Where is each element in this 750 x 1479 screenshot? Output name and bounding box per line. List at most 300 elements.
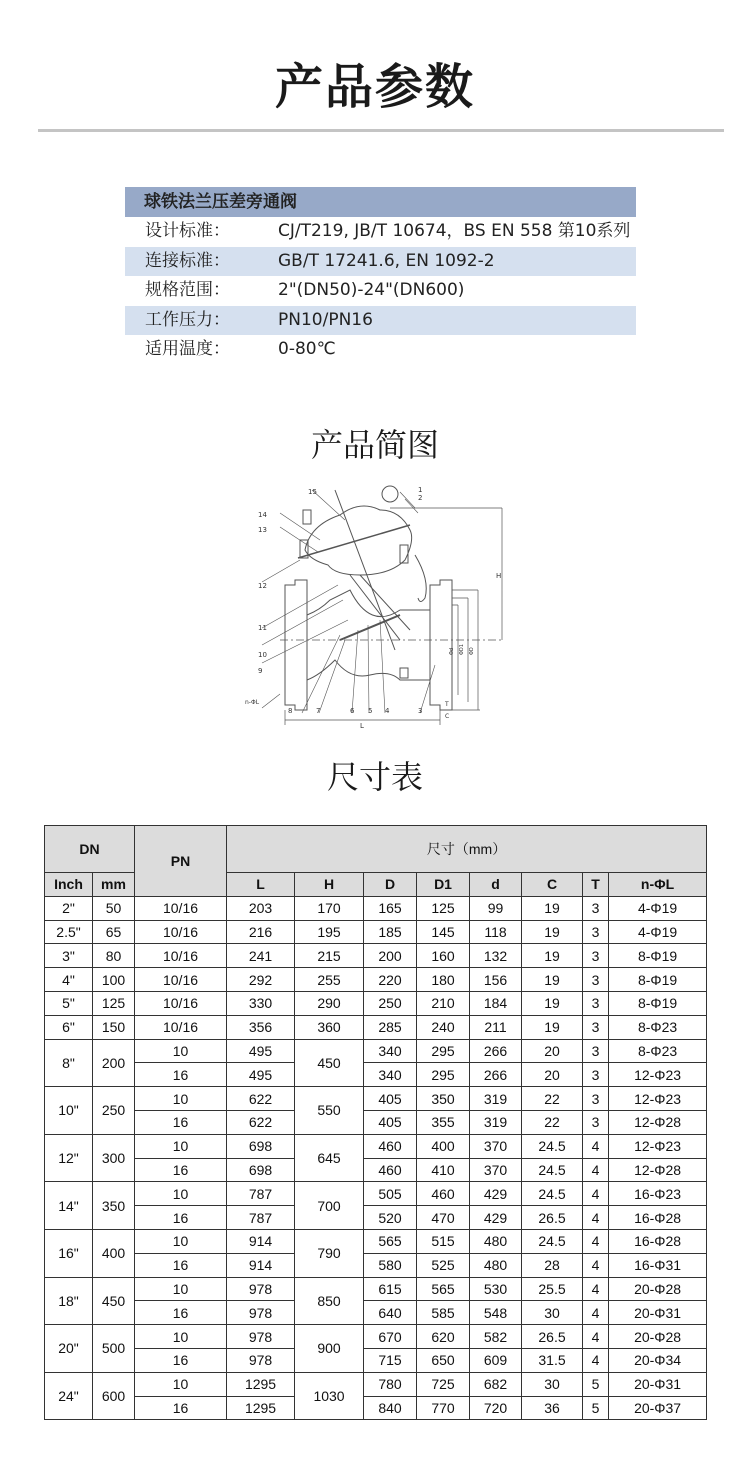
table-cell: 840 bbox=[364, 1396, 417, 1420]
table-cell: 520 bbox=[364, 1206, 417, 1230]
table-cell: 8-Φ23 bbox=[609, 1039, 707, 1063]
part-label: 6 bbox=[350, 707, 355, 715]
table-cell: 582 bbox=[470, 1325, 522, 1349]
table-row bbox=[45, 1039, 707, 1063]
table-cell: 400 bbox=[417, 1134, 470, 1158]
table-cell: 241 bbox=[227, 944, 295, 968]
table-cell: 3 bbox=[583, 1063, 609, 1087]
part-label: 5 bbox=[368, 707, 373, 715]
table-cell: 698 bbox=[227, 1158, 295, 1182]
table-cell: 319 bbox=[470, 1110, 522, 1134]
table-cell: 4 bbox=[583, 1182, 609, 1206]
table-row bbox=[45, 1087, 707, 1111]
table-cell: 16-Φ31 bbox=[609, 1253, 707, 1277]
table-cell: 24.5 bbox=[522, 1182, 583, 1206]
spec-block bbox=[125, 187, 636, 365]
spec-key: 工作压力： bbox=[145, 309, 230, 330]
table-cell: 20" bbox=[45, 1325, 93, 1373]
table-cell: 5 bbox=[583, 1396, 609, 1420]
table-cell: 132 bbox=[470, 944, 522, 968]
table-cell: 80 bbox=[93, 944, 135, 968]
column-header: T bbox=[583, 873, 609, 897]
table-cell: 340 bbox=[364, 1063, 417, 1087]
table-cell: 12-Φ28 bbox=[609, 1110, 707, 1134]
table-cell: 3 bbox=[583, 1039, 609, 1063]
table-cell: 255 bbox=[295, 968, 364, 992]
table-cell: 10/16 bbox=[135, 968, 227, 992]
table-cell: 622 bbox=[227, 1087, 295, 1111]
spec-row bbox=[125, 306, 636, 336]
spec-value: CJ/T219, JB/T 10674，BS EN 558 第10系列 bbox=[278, 221, 631, 241]
table-cell: 16 bbox=[135, 1110, 227, 1134]
table-cell: 266 bbox=[470, 1039, 522, 1063]
table-cell: 16 bbox=[135, 1063, 227, 1087]
diagram-title: 产品简图 bbox=[310, 426, 439, 464]
table-cell: 4 bbox=[583, 1158, 609, 1182]
table-cell: 4 bbox=[583, 1134, 609, 1158]
table-cell: 4-Φ19 bbox=[609, 920, 707, 944]
table-row bbox=[45, 1110, 707, 1134]
table-cell: 978 bbox=[227, 1301, 295, 1325]
table-cell: 450 bbox=[295, 1039, 364, 1087]
table-cell: 429 bbox=[470, 1206, 522, 1230]
table-cell: 505 bbox=[364, 1182, 417, 1206]
table-cell: 266 bbox=[470, 1063, 522, 1087]
table-cell: 165 bbox=[364, 896, 417, 920]
table-cell: 156 bbox=[470, 968, 522, 992]
table-cell: 300 bbox=[93, 1134, 135, 1182]
table-cell: 550 bbox=[295, 1087, 364, 1135]
table-cell: 220 bbox=[364, 968, 417, 992]
table-cell: 3 bbox=[583, 1015, 609, 1039]
table-cell: 525 bbox=[417, 1253, 470, 1277]
table-cell: 215 bbox=[295, 944, 364, 968]
table-cell: 429 bbox=[470, 1182, 522, 1206]
table-cell: 36 bbox=[522, 1396, 583, 1420]
table-cell: 24.5 bbox=[522, 1229, 583, 1253]
part-label: 3 bbox=[418, 707, 423, 715]
table-cell: 650 bbox=[417, 1348, 470, 1372]
table-row bbox=[45, 896, 707, 920]
table-cell: 125 bbox=[93, 991, 135, 1015]
table-cell: 19 bbox=[522, 991, 583, 1015]
table-cell: 580 bbox=[364, 1253, 417, 1277]
table-cell: 185 bbox=[364, 920, 417, 944]
table-cell: 295 bbox=[417, 1063, 470, 1087]
table-cell: 405 bbox=[364, 1087, 417, 1111]
table-row bbox=[45, 920, 707, 944]
table-cell: 780 bbox=[364, 1372, 417, 1396]
table-cell: 14" bbox=[45, 1182, 93, 1230]
table-cell: 565 bbox=[364, 1229, 417, 1253]
table-row bbox=[45, 1206, 707, 1230]
bolt-label: n-ΦL bbox=[245, 699, 260, 706]
table-cell: 19 bbox=[522, 896, 583, 920]
table-cell: 10/16 bbox=[135, 896, 227, 920]
table-cell: 1030 bbox=[295, 1372, 364, 1420]
spec-row bbox=[125, 247, 636, 277]
spec-key: 设计标准： bbox=[145, 221, 230, 241]
table-cell: 16 bbox=[135, 1348, 227, 1372]
table-cell: 195 bbox=[295, 920, 364, 944]
table-cell: 698 bbox=[227, 1134, 295, 1158]
table-cell: 355 bbox=[417, 1110, 470, 1134]
table-cell: 150 bbox=[93, 1015, 135, 1039]
table-row bbox=[45, 991, 707, 1015]
table-cell: 978 bbox=[227, 1325, 295, 1349]
part-label: 11 bbox=[258, 624, 267, 632]
table-cell: 5 bbox=[583, 1372, 609, 1396]
part-label: 1 bbox=[418, 486, 423, 494]
table-cell: 16 bbox=[135, 1253, 227, 1277]
table-cell: 4 bbox=[583, 1253, 609, 1277]
table-row bbox=[45, 1301, 707, 1325]
table-cell: 3" bbox=[45, 944, 93, 968]
table-cell: 30 bbox=[522, 1301, 583, 1325]
part-label: 8 bbox=[288, 707, 293, 715]
table-cell: 1295 bbox=[227, 1396, 295, 1420]
table-cell: 3 bbox=[583, 896, 609, 920]
part-label: 10 bbox=[258, 651, 267, 659]
part-label: 4 bbox=[385, 707, 390, 715]
table-cell: 25.5 bbox=[522, 1277, 583, 1301]
table-cell: 4" bbox=[45, 968, 93, 992]
table-cell: 12" bbox=[45, 1134, 93, 1182]
table-cell: 3 bbox=[583, 991, 609, 1015]
table-cell: 6" bbox=[45, 1015, 93, 1039]
table-row bbox=[45, 1158, 707, 1182]
spec-value: PN10/PN16 bbox=[278, 309, 373, 330]
table-cell: 3 bbox=[583, 944, 609, 968]
spec-value: 2"(DN50)-24"(DN600) bbox=[278, 280, 465, 300]
table-cell: 16-Φ28 bbox=[609, 1206, 707, 1230]
table-cell: 4 bbox=[583, 1325, 609, 1349]
table-cell: 460 bbox=[364, 1134, 417, 1158]
table-cell: 216 bbox=[227, 920, 295, 944]
part-label: 14 bbox=[258, 511, 267, 519]
table-cell: 10/16 bbox=[135, 920, 227, 944]
left-flange bbox=[285, 580, 307, 710]
table-cell: 360 bbox=[295, 1015, 364, 1039]
table-cell: 20 bbox=[522, 1039, 583, 1063]
header-dimensions: 尺寸（mm） bbox=[227, 826, 707, 873]
table-cell: 4-Φ19 bbox=[609, 896, 707, 920]
table-row bbox=[45, 1063, 707, 1087]
spec-value: 0-80℃ bbox=[278, 339, 336, 359]
table-cell: 370 bbox=[470, 1134, 522, 1158]
table-cell: 1295 bbox=[227, 1372, 295, 1396]
dimension-table bbox=[44, 825, 707, 1420]
table-cell: 609 bbox=[470, 1348, 522, 1372]
table-cell: 16 bbox=[135, 1396, 227, 1420]
table-cell: 250 bbox=[93, 1087, 135, 1135]
table-cell: 240 bbox=[417, 1015, 470, 1039]
table-cell: 20-Φ34 bbox=[609, 1348, 707, 1372]
dim-label-d: Φd bbox=[449, 647, 455, 655]
table-cell: 725 bbox=[417, 1372, 470, 1396]
divider bbox=[38, 129, 724, 132]
table-cell: 22 bbox=[522, 1087, 583, 1111]
part-label: 15 bbox=[308, 488, 317, 496]
table-cell: 16-Φ28 bbox=[609, 1229, 707, 1253]
table-cell: 978 bbox=[227, 1348, 295, 1372]
column-header: C bbox=[522, 873, 583, 897]
table-cell: 914 bbox=[227, 1253, 295, 1277]
column-header: n-ΦL bbox=[609, 873, 707, 897]
table-cell: 495 bbox=[227, 1063, 295, 1087]
spec-key: 连接标准： bbox=[145, 250, 230, 271]
table-cell: 10 bbox=[135, 1039, 227, 1063]
table-cell: 4 bbox=[583, 1206, 609, 1230]
table-row bbox=[45, 1372, 707, 1396]
table-row bbox=[45, 944, 707, 968]
table-cell: 16" bbox=[45, 1229, 93, 1277]
table-cell: 8" bbox=[45, 1039, 93, 1087]
column-header: Inch bbox=[45, 873, 93, 897]
table-cell: 16 bbox=[135, 1158, 227, 1182]
table-cell: 787 bbox=[227, 1182, 295, 1206]
column-header: D1 bbox=[417, 873, 470, 897]
table-cell: 210 bbox=[417, 991, 470, 1015]
table-cell: 900 bbox=[295, 1325, 364, 1373]
table-cell: 203 bbox=[227, 896, 295, 920]
table-cell: 100 bbox=[93, 968, 135, 992]
column-header: L bbox=[227, 873, 295, 897]
part-label: 12 bbox=[258, 582, 267, 590]
table-cell: 615 bbox=[364, 1277, 417, 1301]
table-cell: 356 bbox=[227, 1015, 295, 1039]
table-cell: 31.5 bbox=[522, 1348, 583, 1372]
table-cell: 4 bbox=[583, 1301, 609, 1325]
table-cell: 10 bbox=[135, 1325, 227, 1349]
table-cell: 22 bbox=[522, 1110, 583, 1134]
table-cell: 8-Φ23 bbox=[609, 1015, 707, 1039]
table-cell: 285 bbox=[364, 1015, 417, 1039]
column-header: d bbox=[470, 873, 522, 897]
table-cell: 405 bbox=[364, 1110, 417, 1134]
table-cell: 292 bbox=[227, 968, 295, 992]
table-cell: 460 bbox=[417, 1182, 470, 1206]
dim-label-D1: ΦD1 bbox=[459, 644, 465, 655]
spec-key: 适用温度： bbox=[145, 339, 230, 359]
table-row bbox=[45, 1134, 707, 1158]
table-cell: 585 bbox=[417, 1301, 470, 1325]
table-cell: 495 bbox=[227, 1039, 295, 1063]
table-title: 尺寸表 bbox=[326, 758, 423, 796]
part-label: 13 bbox=[258, 526, 267, 534]
gauge-icon bbox=[382, 486, 398, 502]
product-name: 球铁法兰压差旁通阀 bbox=[125, 187, 636, 217]
spec-row bbox=[125, 335, 636, 365]
table-cell: 914 bbox=[227, 1229, 295, 1253]
table-row bbox=[45, 1229, 707, 1253]
dim-label-L: L bbox=[360, 722, 364, 730]
table-cell: 5" bbox=[45, 991, 93, 1015]
table-row bbox=[45, 1277, 707, 1301]
table-cell: 850 bbox=[295, 1277, 364, 1325]
table-cell: 180 bbox=[417, 968, 470, 992]
table-cell: 290 bbox=[295, 991, 364, 1015]
part-label: 2 bbox=[418, 494, 423, 502]
table-cell: 125 bbox=[417, 896, 470, 920]
table-cell: 16 bbox=[135, 1206, 227, 1230]
dim-label-H: H bbox=[496, 572, 502, 580]
spec-row bbox=[125, 217, 636, 247]
table-cell: 3 bbox=[583, 1087, 609, 1111]
table-cell: 65 bbox=[93, 920, 135, 944]
header-pn: PN bbox=[135, 826, 227, 897]
valve-diagram bbox=[240, 480, 520, 730]
table-cell: 10 bbox=[135, 1182, 227, 1206]
table-cell: 715 bbox=[364, 1348, 417, 1372]
table-cell: 600 bbox=[93, 1372, 135, 1420]
table-cell: 530 bbox=[470, 1277, 522, 1301]
part-label: 7 bbox=[316, 707, 321, 715]
table-cell: 620 bbox=[417, 1325, 470, 1349]
table-row bbox=[45, 1396, 707, 1420]
table-cell: 200 bbox=[93, 1039, 135, 1087]
spec-row bbox=[125, 276, 636, 306]
table-cell: 8-Φ19 bbox=[609, 991, 707, 1015]
table-cell: 700 bbox=[295, 1182, 364, 1230]
spec-value: GB/T 17241.6, EN 1092-2 bbox=[278, 250, 495, 271]
table-cell: 10" bbox=[45, 1087, 93, 1135]
table-cell: 99 bbox=[470, 896, 522, 920]
table-cell: 10 bbox=[135, 1087, 227, 1111]
table-cell: 4 bbox=[583, 1277, 609, 1301]
table-cell: 3 bbox=[583, 968, 609, 992]
table-cell: 645 bbox=[295, 1134, 364, 1182]
header-dn: DN bbox=[45, 826, 135, 873]
table-cell: 145 bbox=[417, 920, 470, 944]
table-cell: 480 bbox=[470, 1229, 522, 1253]
column-header: mm bbox=[93, 873, 135, 897]
table-row bbox=[45, 1348, 707, 1372]
table-cell: 19 bbox=[522, 1015, 583, 1039]
table-cell: 450 bbox=[93, 1277, 135, 1325]
table-cell: 20-Φ31 bbox=[609, 1301, 707, 1325]
table-cell: 12-Φ23 bbox=[609, 1134, 707, 1158]
table-cell: 16 bbox=[135, 1301, 227, 1325]
spec-key: 规格范围： bbox=[145, 280, 230, 300]
table-cell: 295 bbox=[417, 1039, 470, 1063]
table-cell: 4 bbox=[583, 1348, 609, 1372]
table-cell: 2.5" bbox=[45, 920, 93, 944]
table-cell: 770 bbox=[417, 1396, 470, 1420]
table-cell: 20-Φ37 bbox=[609, 1396, 707, 1420]
table-row bbox=[45, 1182, 707, 1206]
stem bbox=[335, 490, 395, 650]
table-cell: 370 bbox=[470, 1158, 522, 1182]
table-cell: 19 bbox=[522, 920, 583, 944]
table-cell: 118 bbox=[470, 920, 522, 944]
table-cell: 20-Φ28 bbox=[609, 1277, 707, 1301]
table-cell: 622 bbox=[227, 1110, 295, 1134]
table-cell: 480 bbox=[470, 1253, 522, 1277]
table-cell: 4 bbox=[583, 1229, 609, 1253]
table-cell: 500 bbox=[93, 1325, 135, 1373]
table-cell: 16-Φ23 bbox=[609, 1182, 707, 1206]
table-cell: 410 bbox=[417, 1158, 470, 1182]
table-cell: 24.5 bbox=[522, 1158, 583, 1182]
table-cell: 670 bbox=[364, 1325, 417, 1349]
table-cell: 640 bbox=[364, 1301, 417, 1325]
table-cell: 12-Φ23 bbox=[609, 1087, 707, 1111]
table-cell: 211 bbox=[470, 1015, 522, 1039]
part-label: 9 bbox=[258, 667, 263, 675]
table-cell: 26.5 bbox=[522, 1325, 583, 1349]
table-cell: 565 bbox=[417, 1277, 470, 1301]
page-title: 产品参数 bbox=[274, 59, 475, 115]
dim-label-C: C bbox=[445, 713, 450, 720]
table-cell: 12-Φ28 bbox=[609, 1158, 707, 1182]
table-cell: 470 bbox=[417, 1206, 470, 1230]
table-cell: 250 bbox=[364, 991, 417, 1015]
table-cell: 10/16 bbox=[135, 991, 227, 1015]
dim-label-T: T bbox=[445, 701, 449, 708]
dim-label-D: ΦD bbox=[469, 647, 475, 655]
table-cell: 19 bbox=[522, 968, 583, 992]
table-cell: 10/16 bbox=[135, 1015, 227, 1039]
table-cell: 978 bbox=[227, 1277, 295, 1301]
table-cell: 10/16 bbox=[135, 944, 227, 968]
table-cell: 787 bbox=[227, 1206, 295, 1230]
table-cell: 200 bbox=[364, 944, 417, 968]
table-cell: 3 bbox=[583, 1110, 609, 1134]
table-cell: 548 bbox=[470, 1301, 522, 1325]
table-cell: 184 bbox=[470, 991, 522, 1015]
table-cell: 12-Φ23 bbox=[609, 1063, 707, 1087]
table-cell: 30 bbox=[522, 1372, 583, 1396]
table-cell: 460 bbox=[364, 1158, 417, 1182]
column-header: D bbox=[364, 873, 417, 897]
table-row bbox=[45, 1325, 707, 1349]
table-cell: 50 bbox=[93, 896, 135, 920]
table-cell: 20-Φ28 bbox=[609, 1325, 707, 1349]
table-cell: 10 bbox=[135, 1229, 227, 1253]
table-cell: 515 bbox=[417, 1229, 470, 1253]
table-cell: 19 bbox=[522, 944, 583, 968]
table-cell: 8-Φ19 bbox=[609, 944, 707, 968]
table-cell: 24.5 bbox=[522, 1134, 583, 1158]
table-row bbox=[45, 1253, 707, 1277]
table-cell: 340 bbox=[364, 1039, 417, 1063]
table-cell: 3 bbox=[583, 920, 609, 944]
table-cell: 790 bbox=[295, 1229, 364, 1277]
table-cell: 26.5 bbox=[522, 1206, 583, 1230]
table-cell: 682 bbox=[470, 1372, 522, 1396]
table-cell: 350 bbox=[93, 1182, 135, 1230]
table-cell: 20-Φ31 bbox=[609, 1372, 707, 1396]
table-cell: 8-Φ19 bbox=[609, 968, 707, 992]
table-cell: 24" bbox=[45, 1372, 93, 1420]
table-cell: 160 bbox=[417, 944, 470, 968]
table-cell: 18" bbox=[45, 1277, 93, 1325]
table-cell: 28 bbox=[522, 1253, 583, 1277]
table-cell: 400 bbox=[93, 1229, 135, 1277]
table-row bbox=[45, 968, 707, 992]
table-cell: 10 bbox=[135, 1134, 227, 1158]
table-cell: 319 bbox=[470, 1087, 522, 1111]
table-cell: 720 bbox=[470, 1396, 522, 1420]
table-row bbox=[45, 1015, 707, 1039]
table-cell: 10 bbox=[135, 1277, 227, 1301]
table-cell: 10 bbox=[135, 1372, 227, 1396]
table-cell: 20 bbox=[522, 1063, 583, 1087]
table-cell: 170 bbox=[295, 896, 364, 920]
column-header: H bbox=[295, 873, 364, 897]
right-flange bbox=[430, 580, 452, 710]
